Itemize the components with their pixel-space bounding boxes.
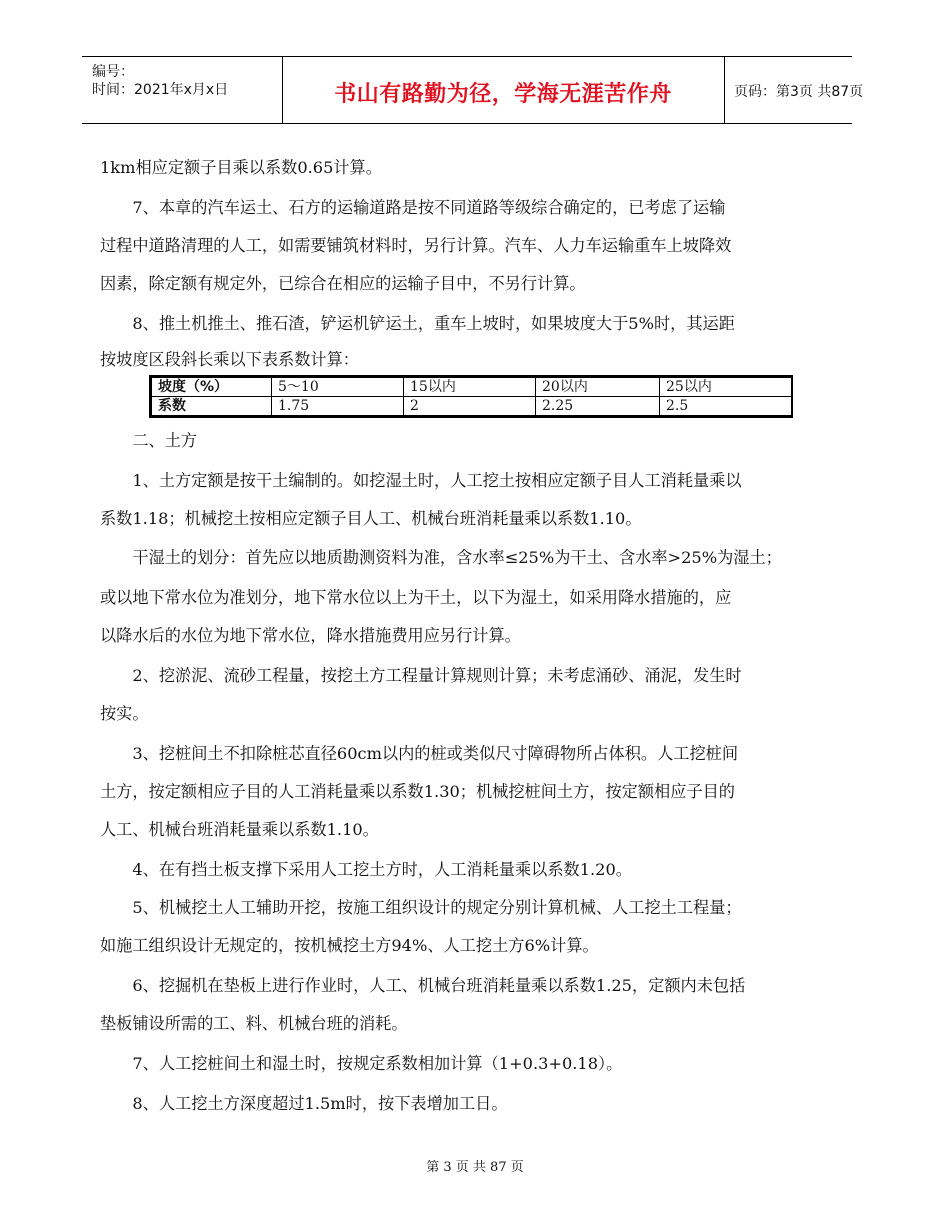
paragraph-line: 8、推土机推土、推石渣，铲运机铲运土，重车上坡时，如果坡度大于5%时，其运距 [100,314,735,333]
paragraph-line: 1km相应定额子目乘以系数0.65计算。 [100,158,382,177]
paragraph-line: 土方，按定额相应子目的人工消耗量乘以系数1.30；机械挖桩间土方，按定额相应子目的 [100,782,735,801]
paragraph-line: 4、在有挡土板支撑下采用人工挖土方时，人工消耗量乘以系数1.20。 [100,860,632,879]
paragraph-line: 垫板铺设所需的工、料、机械台班的消耗。 [100,1014,408,1033]
slope-cell: 25以内 [660,378,792,397]
coefficient-cell: 1.75 [272,397,404,416]
paragraph-line: 5、机械挖土人工辅助开挖，按施工组织设计的规定分别计算机械、人工挖土工程量； [100,898,742,917]
paragraph-line: 干湿土的划分：首先应以地质勘测资料为准，含水率≤25%为干土、含水率>25%为湿土； [100,548,782,567]
paragraph-line: 3、挖桩间土不扣除桩芯直径60cm以内的桩或类似尺寸障碍物所占体积。人工挖桩间 [100,744,739,763]
slope-cell: 20以内 [536,378,660,397]
paragraph-line: 过程中道路清理的人工，如需要铺筑材料时，另行计算。汽车、人力车运输重车上坡降效 [100,236,732,255]
coefficient-cell: 2.5 [660,397,792,416]
slope-cell: 15以内 [404,378,536,397]
document-time-label: 时间：2021年x月x日 [92,82,229,98]
section-heading: 二、土方 [100,431,198,450]
paragraph-line: 人工、机械台班消耗量乘以系数1.10。 [100,820,379,839]
header-motto-cell [282,57,725,123]
paragraph-line: 如施工组织设计无规定的，按机械挖土方94%、人工挖土方6%计算。 [100,936,599,955]
page-footer: 第 3 页 共 87 页 [426,1160,524,1175]
coefficient-cell: 2 [404,397,536,416]
paragraph-line: 8、人工挖土方深度超过1.5m时，按下表增加工日。 [100,1094,508,1113]
header-motto: 书山有路勤为径，学海无涯苦作舟 [334,82,672,107]
header-left-cell [82,57,283,123]
paragraph-line: 按实。 [100,704,149,723]
slope-header-cell: 坡度（%） [152,378,272,397]
table-row [152,397,792,416]
coefficient-cell: 2.25 [536,397,660,416]
paragraph-line: 以降水后的水位为地下常水位，降水措施费用应另行计算。 [100,626,521,645]
paragraph-line: 7、本章的汽车运土、石方的运输道路是按不同道路等级综合确定的，已考虑了运输 [100,198,726,217]
paragraph-line: 6、挖掘机在垫板上进行作业时，人工、机械台班消耗量乘以系数1.25，定额内未包括 [100,976,746,995]
paragraph-line: 系数1.18；机械挖土按相应定额子目人工、机械台班消耗量乘以系数1.10。 [100,509,642,528]
paragraph-line: 按坡度区段斜长乘以下表系数计算： [100,350,359,369]
slope-coefficient-table [149,375,793,418]
header-page-label: 页码：第3页 共87页 [734,84,864,100]
paragraph-line: 7、人工挖桩间土和湿土时，按规定系数相加计算（1+0.3+0.18）。 [100,1054,623,1073]
coefficient-header-cell: 系数 [152,397,272,416]
paragraph-line: 因素，除定额有规定外，已综合在相应的运输子目中，不另行计算。 [100,274,586,293]
page-header [82,56,864,124]
header-right-cell [724,57,864,123]
table-row [152,378,792,397]
paragraph-line: 或以地下常水位为准划分，地下常水位以上为干土，以下为湿土，如采用降水措施的，应 [100,588,732,607]
paragraph-line: 2、挖淤泥、流砂工程量，按挖土方工程量计算规则计算；未考虑涌砂、涌泥，发生时 [100,666,742,685]
slope-cell: 5～10 [272,378,404,397]
paragraph-line: 1、土方定额是按干土编制的。如挖湿土时，人工挖土按相应定额子目人工消耗量乘以 [100,471,742,490]
document-number-label: 编号： [92,64,134,80]
